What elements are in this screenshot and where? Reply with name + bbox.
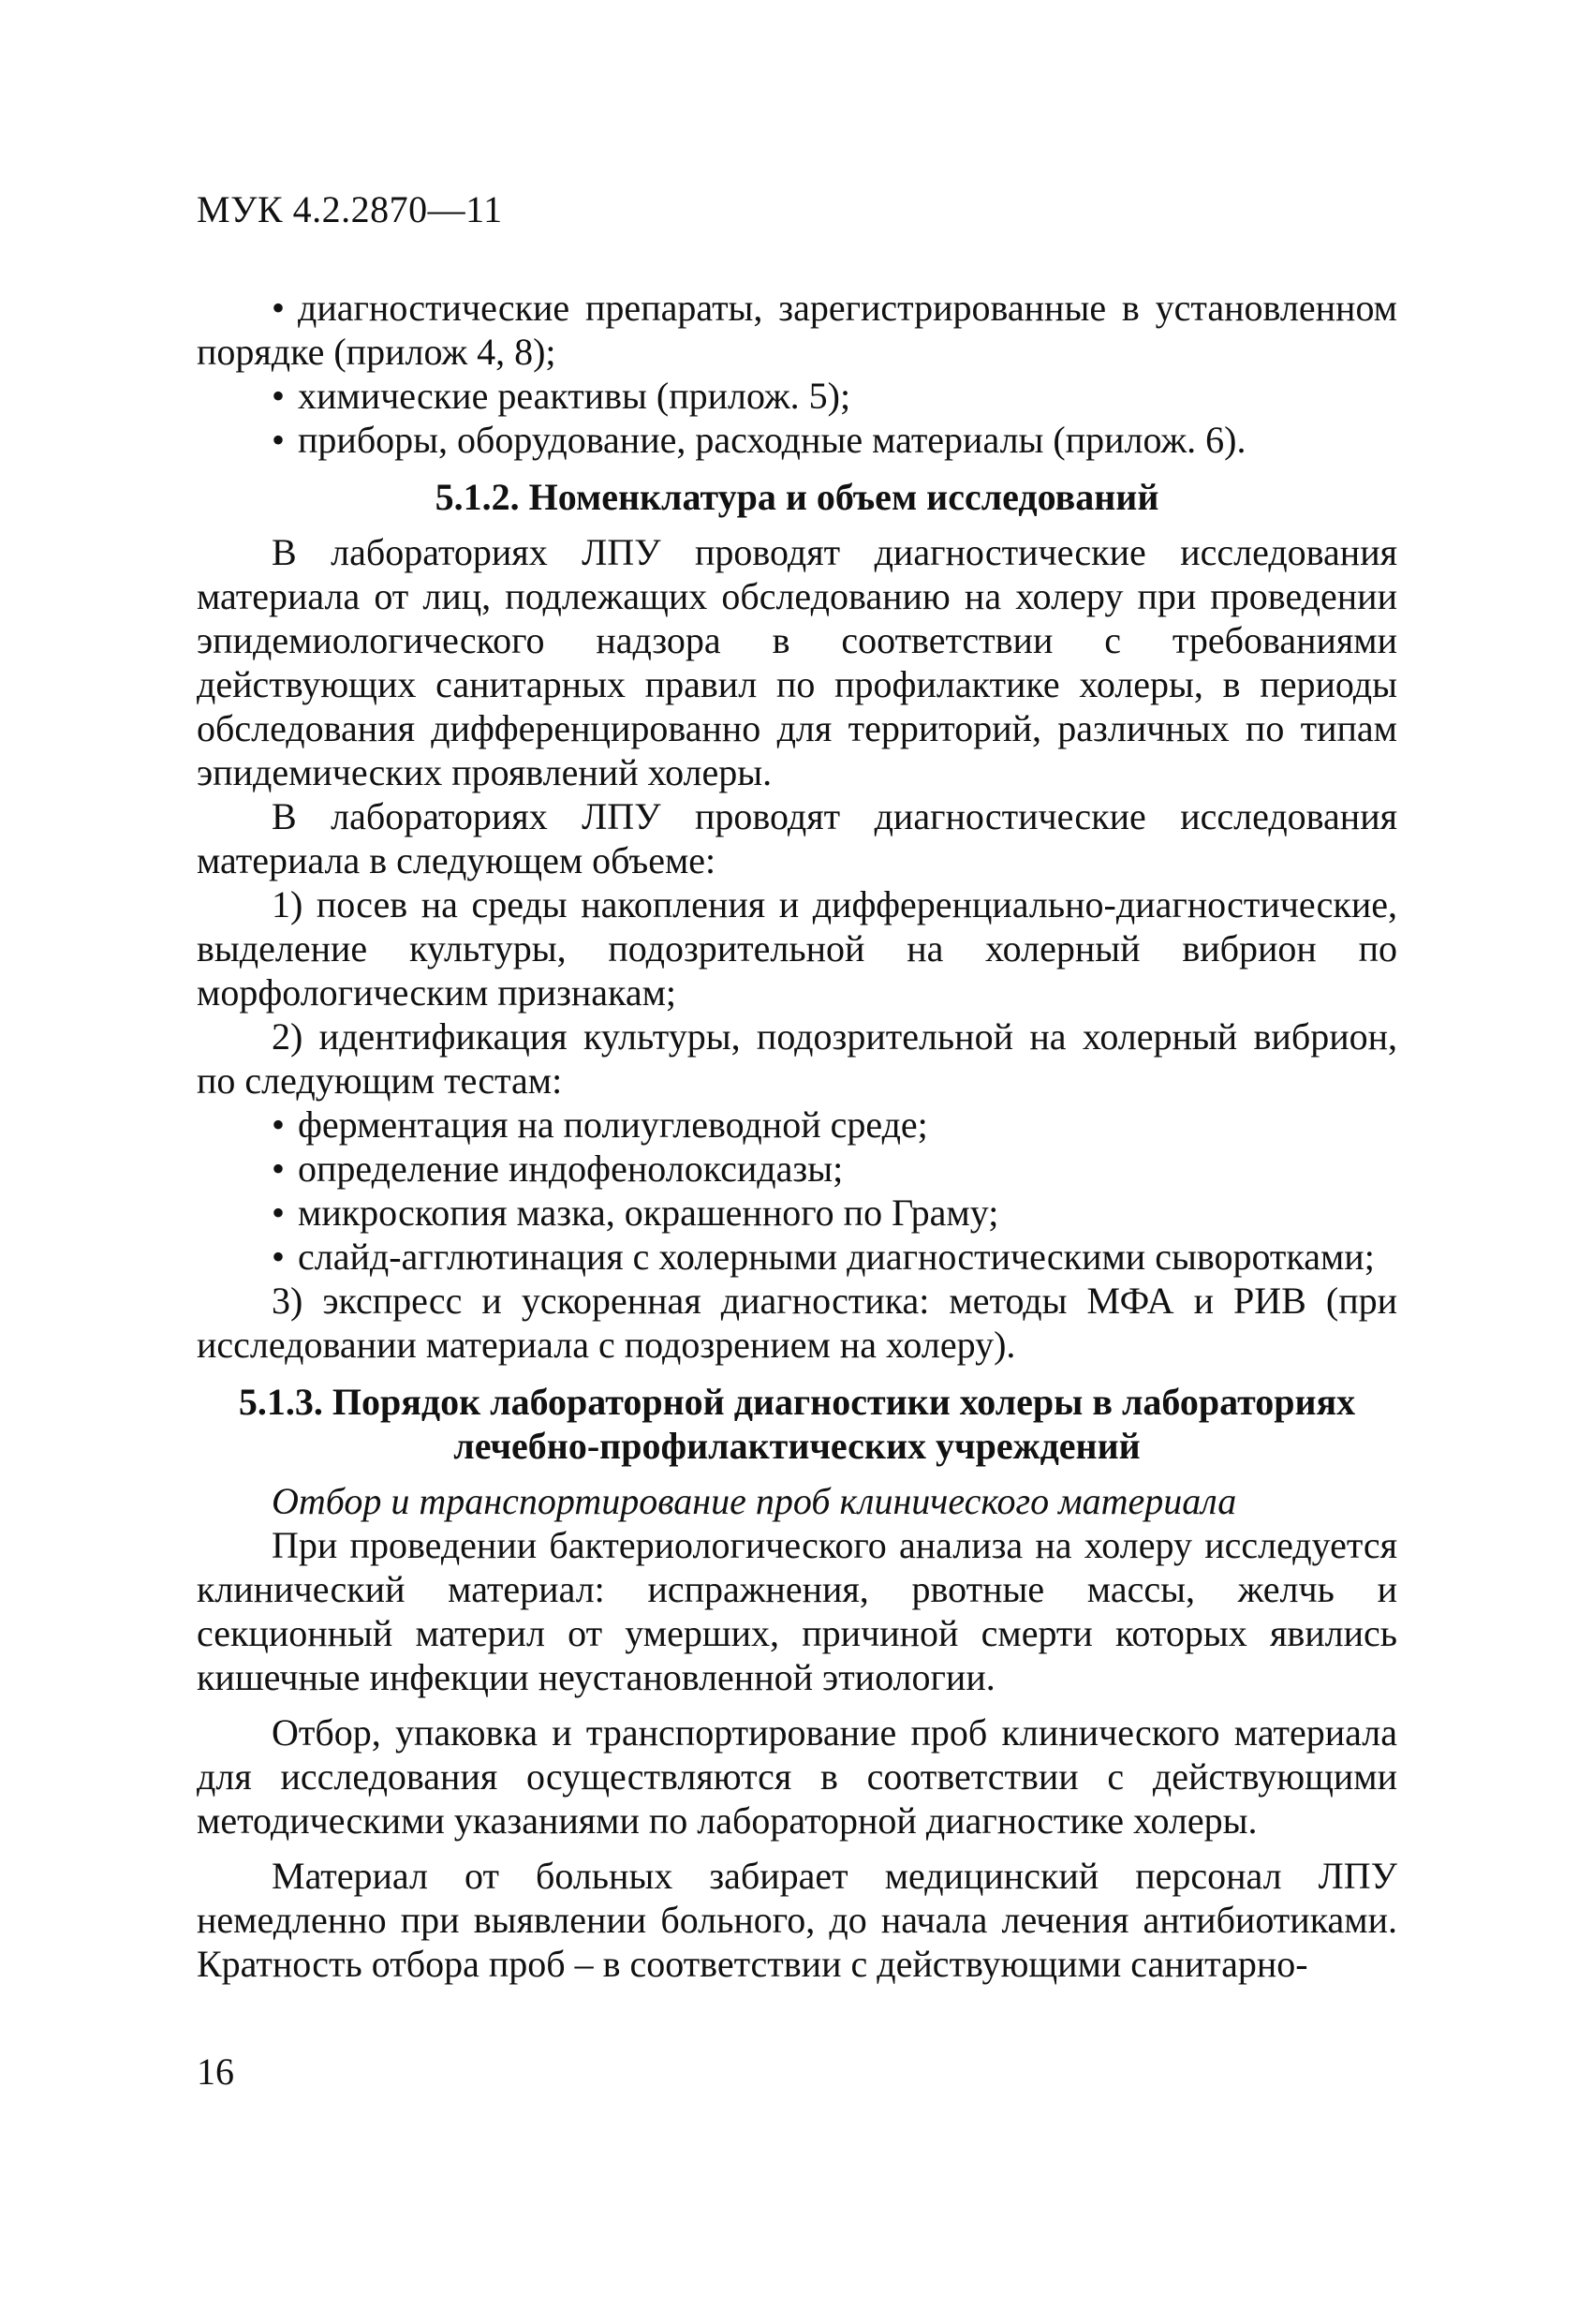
page-content: [197, 286, 1397, 1986]
test-gram-microscopy: • микроскопия мазка, окрашенного по Граму;: [197, 1191, 1397, 1235]
section-5-1-3-paragraph-2: Отбор, упаковка и транспортирование проб клинического материала для исследования осуществляются в соответствии с действующими методическими указаниями по лабораторной диагностике холеры.: [197, 1711, 1397, 1842]
section-5-1-2-paragraph-2: В лабораториях ЛПУ проводят диагностические исследования материала в следующем объеме:: [197, 795, 1397, 881]
numbered-item-3: 3) экспресс и ускоренная диагностика: методы МФА и РИВ (при исследовании материала с подозрением на холеру).: [197, 1280, 1397, 1366]
section-5-1-3-title: [197, 1380, 1397, 1468]
section-5-1-3-title-line-2: лечебно-профилактических учреждений: [453, 1425, 1141, 1467]
intro-bullet-diagnostics: • диагностические препараты, зарегистрированные в установленном порядке (прилож 4, 8);: [197, 286, 1397, 374]
subsection-title-sampling: Отбор и транспортирование проб клинического материала: [272, 1480, 1237, 1522]
page-number: 16: [197, 2050, 234, 2093]
test-fermentation: • ферментация на полиуглеводной среде;: [197, 1103, 1397, 1147]
test-slide-agglutination: • слайд-агглютинация с холерными диагностическими сыворотками;: [197, 1235, 1397, 1279]
intro-bullet-equipment: • приборы, оборудование, расходные материалы (прилож. 6).: [197, 418, 1397, 462]
numbered-item-1: 1) посев на среды накопления и дифференциально-диагностические, выделение культуры, подозрительной на холерный вибрион по морфологическим признакам;: [197, 883, 1397, 1014]
section-5-1-2-paragraph-1: В лабораториях ЛПУ проводят диагностические исследования материала от лиц, подлежащих обследованию на холеру при проведении эпидемиологического надзора в соответствии с требованиями действующих санитарных правил по профилактике холеры, в периоды обследования дифференцированно для территорий, различных по типам эпидемических проявлений холеры.: [197, 531, 1397, 793]
document-header: МУК 4.2.2870—11: [197, 188, 503, 230]
intro-bullet-list: [197, 286, 1397, 462]
section-5-1-3-title-line-1: 5.1.3. Порядок лабораторной диагностики холеры в лабораториях: [238, 1381, 1356, 1423]
numbered-item-2: 2) идентификация культуры, подозрительной на холерный вибрион, по следующим тестам:: [197, 1015, 1397, 1102]
test-indophenoloxidase: • определение индофенолоксидазы;: [197, 1147, 1397, 1191]
intro-bullet-reagents: • химические реактивы (прилож. 5);: [197, 374, 1397, 418]
identification-tests-list: [197, 1103, 1397, 1279]
section-5-1-2-title: 5.1.2. Номенклатура и объем исследований: [435, 476, 1159, 518]
section-5-1-3-paragraph-1: При проведении бактериологического анализа на холеру исследуется клинический материал: испражнения, рвотные массы, желчь и секционный материл от умерших, причиной смерти которых явились кишечные инфекции неустановленной этиологии.: [197, 1524, 1397, 1698]
section-5-1-3-paragraph-3: Материал от больных забирает медицинский персонал ЛПУ немедленно при выявлении больного, до начала лечения антибиотиками. Кратность отбора проб – в соответствии с действующими санитарно-: [197, 1855, 1397, 1985]
